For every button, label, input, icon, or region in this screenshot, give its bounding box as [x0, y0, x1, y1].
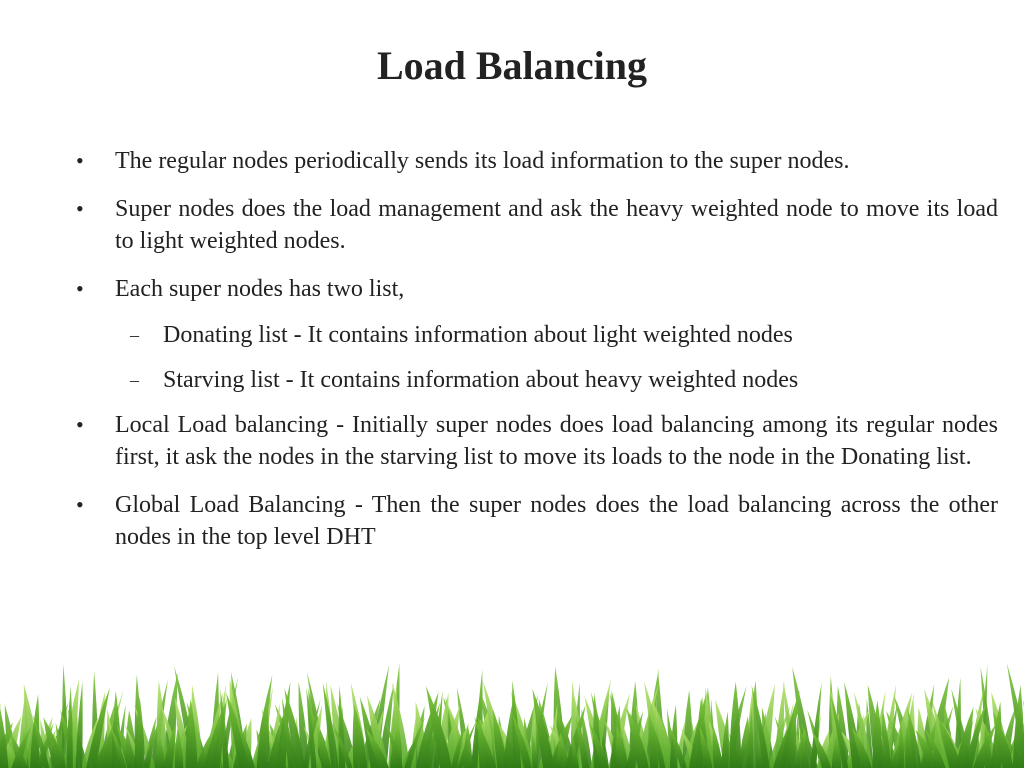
bullet-dot-icon: • [76, 196, 84, 221]
bullet-item [0, 489, 1024, 553]
sub-bullet-text: Starving list - It contains information about heavy weighted nodes [163, 367, 799, 393]
bullet-text: Global Load Balancing - Then the super nodes does the load balancing across the other nodes in the top level DHT [115, 492, 998, 550]
bullet-dot-icon: • [76, 276, 84, 301]
grass-border-image [0, 658, 1024, 768]
grass-blade [729, 682, 741, 768]
bullet-item [0, 145, 1024, 177]
slide-title: Load Balancing [376, 43, 648, 88]
sub-bullet-item [0, 364, 1024, 396]
bullet-dot-icon: • [76, 492, 84, 517]
bullet-dot-icon: • [76, 148, 84, 173]
sub-bullet-item [0, 319, 1024, 351]
sub-bullet-dash-icon: – [130, 325, 139, 345]
sub-bullet-text: Donating list - It contains information about light weighted nodes [163, 322, 793, 348]
bullet-list [0, 145, 1024, 553]
bullet-text: Super nodes does the load management and ask the heavy weighted node to move its load to light weighted nodes. [115, 196, 998, 254]
bullet-text: Each super nodes has two list, [115, 276, 405, 302]
grass-blade [257, 697, 269, 768]
sub-bullet-dash-icon: – [130, 370, 139, 390]
bullet-dot-icon: • [76, 412, 84, 437]
grass-blade [66, 686, 72, 768]
bullet-item [0, 409, 1024, 473]
bullet-text: Local Load balancing - Initially super nodes does load balancing among its regular nodes first, it ask the nodes in the starving list to move its loads to the node in the Donating list. [115, 412, 998, 470]
bullet-item [0, 193, 1024, 257]
bullet-text: The regular nodes periodically sends its load information to the super nodes. [115, 148, 850, 174]
bullet-item [0, 273, 1024, 305]
